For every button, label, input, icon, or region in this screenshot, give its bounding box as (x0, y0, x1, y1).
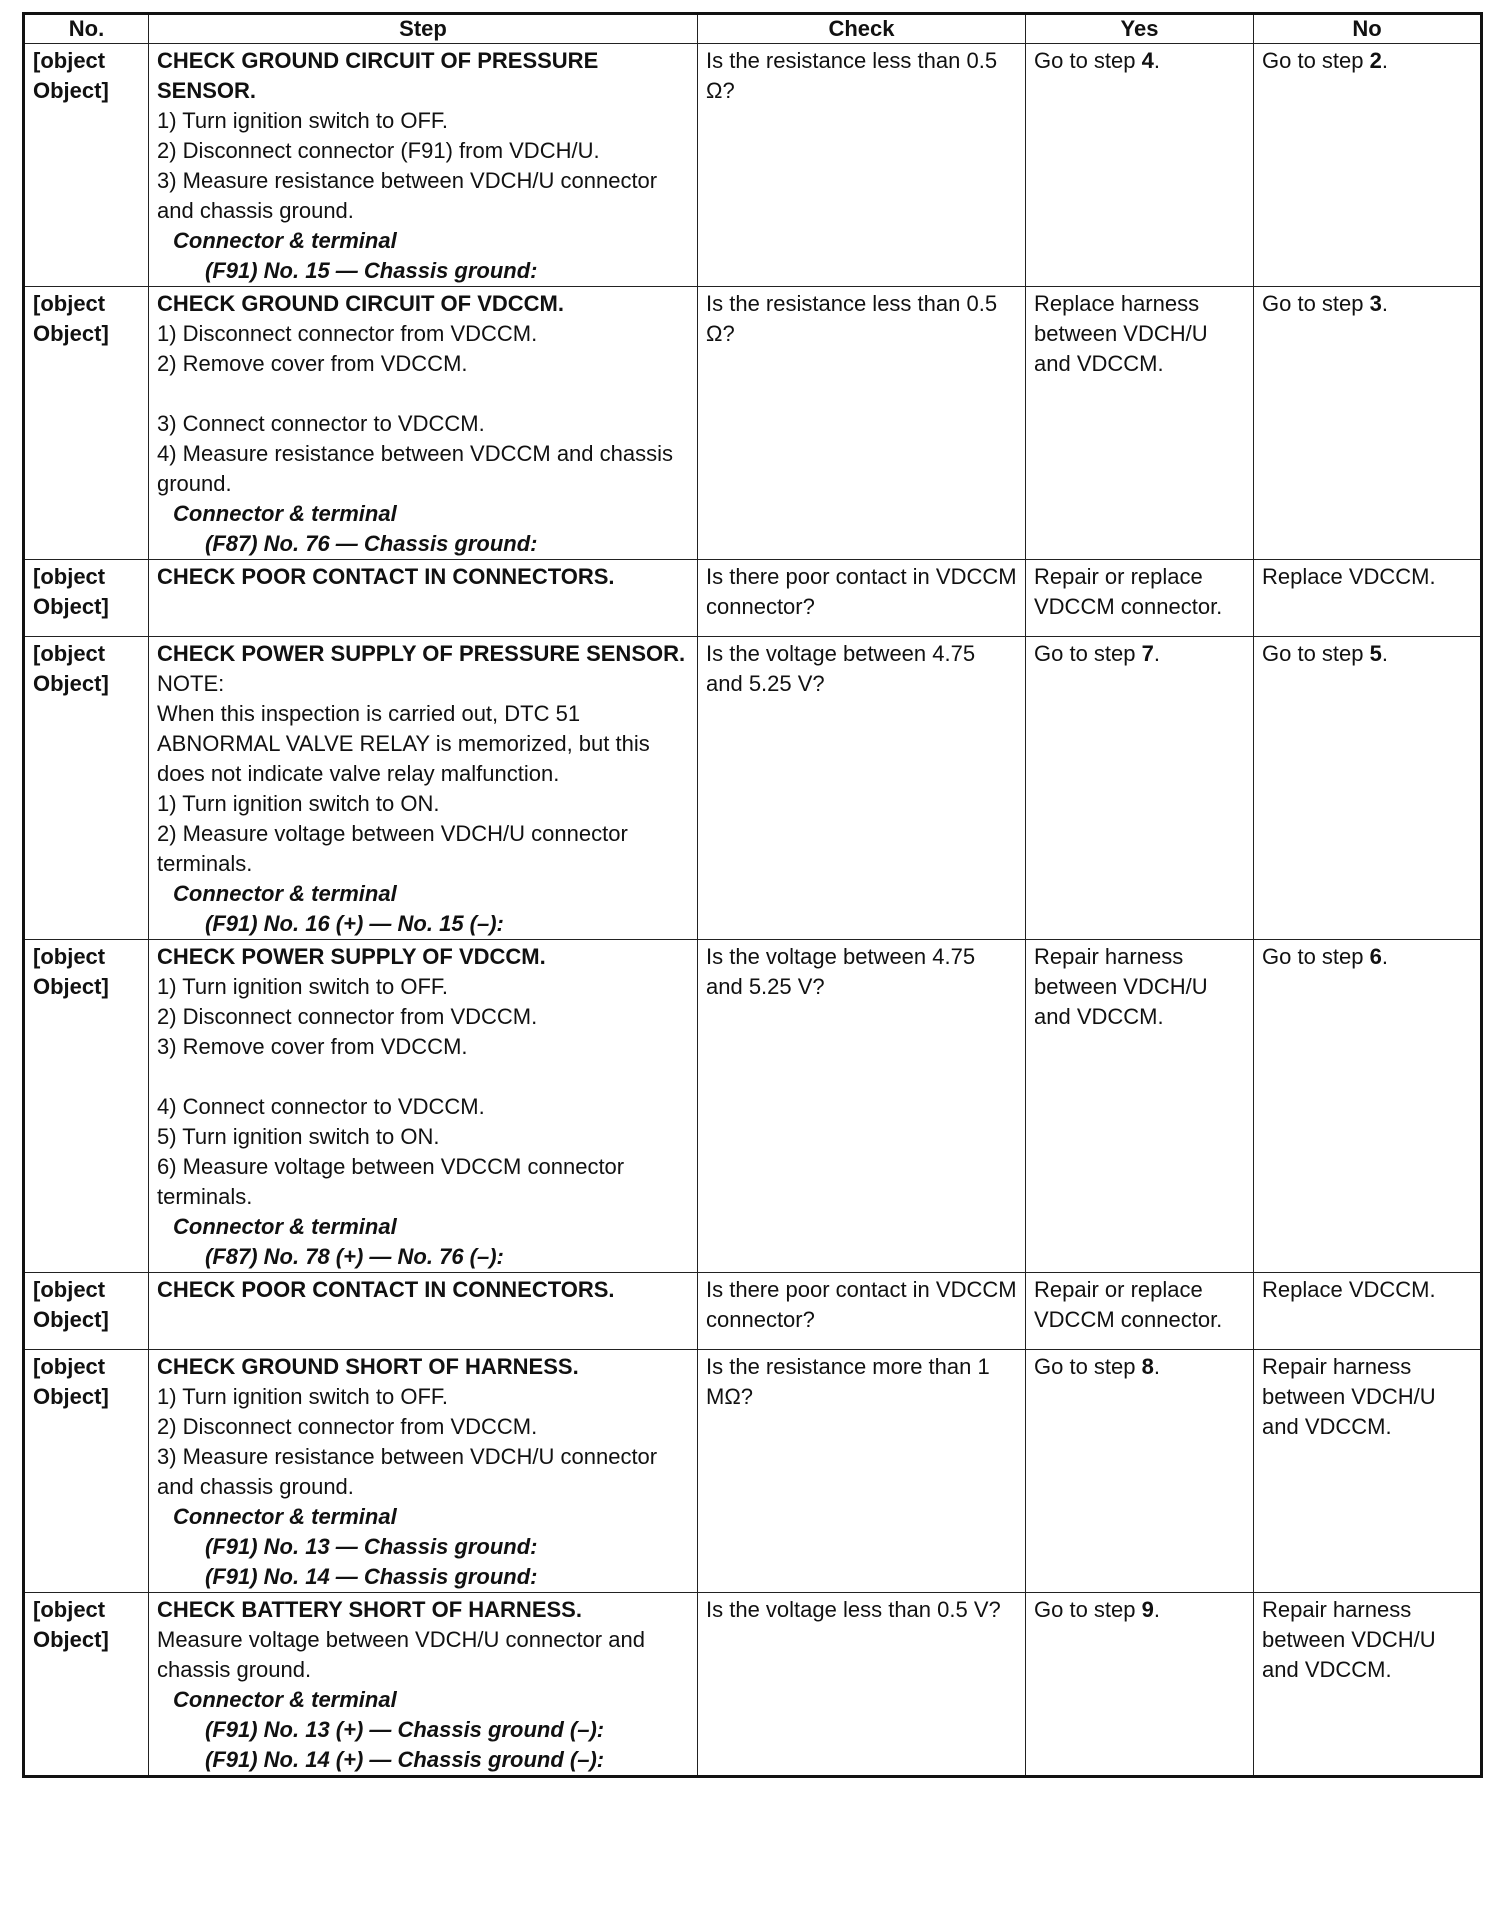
connector-terminal-label: Connector & terminal (173, 1214, 397, 1239)
step-instruction: 1) Disconnect connector from VDCCM. (157, 321, 538, 346)
step-instruction: Measure voltage between VDCH/U connector and chassis ground. (157, 1627, 645, 1682)
yes-text: Repair harness between VDCH/U and VDCCM. (1034, 944, 1208, 1029)
step-cell (149, 1273, 698, 1350)
connector-terminal-label: Connector & terminal (173, 881, 397, 906)
document-page (22, 12, 1480, 1778)
yes-pre: Go to step (1034, 48, 1142, 73)
yes-cell (1026, 637, 1254, 940)
check-cell: Is the resistance less than 0.5 Ω? (698, 44, 1026, 287)
no-cell (1254, 560, 1482, 637)
step-instruction: 2) Remove cover from VDCCM. (157, 351, 468, 376)
no-pre: Go to step (1262, 291, 1370, 316)
yes-cell (1026, 287, 1254, 560)
no-text: Repair harness between VDCH/U and VDCCM. (1262, 1597, 1436, 1682)
check-cell: Is there poor contact in VDCCM connector? (698, 560, 1026, 637)
step-instruction: 6) Measure voltage between VDCCM connector terminals. (157, 1154, 625, 1209)
yes-text: Repair or replace VDCCM connector. (1034, 1277, 1223, 1332)
terminal-spec: (F87) No. 78 (+) — No. 76 (–): (205, 1244, 504, 1269)
step-title: CHECK GROUND CIRCUIT OF VDCCM. (157, 291, 564, 316)
row-number: [object Object] (24, 1593, 149, 1777)
diagnostic-table (22, 12, 1483, 1778)
yes-text: Repair or replace VDCCM connector. (1034, 564, 1223, 619)
yes-cell (1026, 560, 1254, 637)
no-post: . (1381, 48, 1388, 73)
step-cell (149, 287, 698, 560)
table-row (24, 940, 1482, 1273)
no-post: . (1381, 291, 1388, 316)
table-row (24, 1350, 1482, 1593)
step-title: CHECK POOR CONTACT IN CONNECTORS. (157, 564, 615, 589)
row-number: [object Object] (24, 637, 149, 940)
no-step-number: 3 (1369, 291, 1382, 316)
connector-terminal-label: Connector & terminal (173, 1687, 397, 1712)
yes-text: Replace harness between VDCH/U and VDCCM. (1034, 291, 1208, 376)
no-pre: Go to step (1262, 641, 1370, 666)
step-instruction: 1) Turn ignition switch to OFF. (157, 108, 448, 133)
step-instruction: 1) Turn ignition switch to OFF. (157, 974, 448, 999)
terminal-spec: (F91) No. 14 (+) — Chassis ground (–): (205, 1747, 605, 1772)
table-row (24, 637, 1482, 940)
terminal-spec: (F91) No. 16 (+) — No. 15 (–): (205, 911, 504, 936)
terminal-spec: (F91) No. 13 — Chassis ground: (205, 1534, 538, 1559)
step-instruction: 1) Turn ignition switch to ON. (157, 791, 440, 816)
no-step-number: 5 (1369, 641, 1382, 666)
step-title: CHECK POWER SUPPLY OF PRESSURE SENSOR. (157, 641, 686, 666)
header-step: Step (149, 14, 698, 44)
step-title: CHECK GROUND SHORT OF HARNESS. (157, 1354, 579, 1379)
yes-pre: Go to step (1034, 1597, 1142, 1622)
check-cell: Is there poor contact in VDCCM connector? (698, 1273, 1026, 1350)
step-cell (149, 940, 698, 1273)
header-yes: Yes (1026, 14, 1254, 44)
step-title: CHECK BATTERY SHORT OF HARNESS. (157, 1597, 582, 1622)
step-instruction: 3) Remove cover from VDCCM. (157, 1034, 468, 1059)
step-title: CHECK GROUND CIRCUIT OF PRESSURE SENSOR. (157, 48, 599, 103)
table-row (24, 1593, 1482, 1777)
yes-step-number: 4 (1141, 48, 1154, 73)
terminal-spec: (F91) No. 14 — Chassis ground: (205, 1564, 538, 1589)
step-instruction: 3) Connect connector to VDCCM. (157, 411, 485, 436)
step-cell (149, 637, 698, 940)
step-instruction: 5) Turn ignition switch to ON. (157, 1124, 440, 1149)
check-cell: Is the voltage between 4.75 and 5.25 V? (698, 637, 1026, 940)
step-instruction: 4) Connect connector to VDCCM. (157, 1094, 485, 1119)
step-title: CHECK POOR CONTACT IN CONNECTORS. (157, 1277, 615, 1302)
step-instruction: 2) Disconnect connector from VDCCM. (157, 1414, 538, 1439)
yes-pre: Go to step (1034, 641, 1142, 666)
yes-cell (1026, 1273, 1254, 1350)
row-number: [object Object] (24, 1350, 149, 1593)
table-row (24, 44, 1482, 287)
yes-cell (1026, 940, 1254, 1273)
step-gap (157, 379, 689, 409)
no-cell (1254, 1593, 1482, 1777)
check-cell: Is the resistance less than 0.5 Ω? (698, 287, 1026, 560)
yes-post: . (1153, 1597, 1160, 1622)
step-instruction: 3) Measure resistance between VDCH/U connector and chassis ground. (157, 1444, 658, 1499)
no-cell (1254, 44, 1482, 287)
step-cell (149, 1593, 698, 1777)
step-cell (149, 1350, 698, 1593)
table-row (24, 1273, 1482, 1350)
step-instruction: 2) Disconnect connector (F91) from VDCH/U. (157, 138, 600, 163)
step-cell (149, 560, 698, 637)
check-cell: Is the voltage less than 0.5 V? (698, 1593, 1026, 1777)
no-pre: Go to step (1262, 944, 1370, 969)
row-number: [object Object] (24, 560, 149, 637)
step-instruction: NOTE: (157, 671, 225, 696)
row-number: [object Object] (24, 44, 149, 287)
yes-pre: Go to step (1034, 1354, 1142, 1379)
yes-cell (1026, 1593, 1254, 1777)
step-instruction: When this inspection is carried out, DTC 51 ABNORMAL VALVE RELAY is memorized, but this does not indicate valve relay malfunction. (157, 701, 650, 786)
row-number: [object Object] (24, 287, 149, 560)
no-text: Replace VDCCM. (1262, 564, 1436, 589)
table-body (24, 44, 1482, 1777)
yes-step-number: 8 (1141, 1354, 1154, 1379)
terminal-spec: (F87) No. 76 — Chassis ground: (205, 531, 538, 556)
connector-terminal-label: Connector & terminal (173, 501, 397, 526)
step-instruction: 1) Turn ignition switch to OFF. (157, 1384, 448, 1409)
step-instruction: 2) Disconnect connector from VDCCM. (157, 1004, 538, 1029)
no-pre: Go to step (1262, 48, 1370, 73)
step-instruction: 3) Measure resistance between VDCH/U connector and chassis ground. (157, 168, 658, 223)
no-text: Replace VDCCM. (1262, 1277, 1436, 1302)
check-cell: Is the voltage between 4.75 and 5.25 V? (698, 940, 1026, 1273)
table-row (24, 287, 1482, 560)
step-instruction: 4) Measure resistance between VDCCM and chassis ground. (157, 441, 674, 496)
no-cell (1254, 1273, 1482, 1350)
step-title: CHECK POWER SUPPLY OF VDCCM. (157, 944, 546, 969)
yes-step-number: 7 (1141, 641, 1154, 666)
check-cell: Is the resistance more than 1 MΩ? (698, 1350, 1026, 1593)
yes-post: . (1153, 641, 1160, 666)
row-number: [object Object] (24, 940, 149, 1273)
no-cell (1254, 1350, 1482, 1593)
no-cell (1254, 287, 1482, 560)
no-post: . (1381, 944, 1388, 969)
connector-terminal-label: Connector & terminal (173, 228, 397, 253)
terminal-spec: (F91) No. 13 (+) — Chassis ground (–): (205, 1717, 605, 1742)
yes-cell (1026, 1350, 1254, 1593)
no-step-number: 6 (1369, 944, 1382, 969)
table-row (24, 560, 1482, 637)
yes-post: . (1153, 1354, 1160, 1379)
header-check: Check (698, 14, 1026, 44)
no-step-number: 2 (1369, 48, 1382, 73)
terminal-spec: (F91) No. 15 — Chassis ground: (205, 258, 538, 283)
step-instruction: 2) Measure voltage between VDCH/U connector terminals. (157, 821, 628, 876)
header-row (24, 14, 1482, 44)
row-number: [object Object] (24, 1273, 149, 1350)
header-no-result: No (1254, 14, 1482, 44)
no-text: Repair harness between VDCH/U and VDCCM. (1262, 1354, 1436, 1439)
yes-post: . (1153, 48, 1160, 73)
no-post: . (1381, 641, 1388, 666)
yes-cell (1026, 44, 1254, 287)
step-cell (149, 44, 698, 287)
step-gap (157, 1062, 689, 1092)
connector-terminal-label: Connector & terminal (173, 1504, 397, 1529)
header-no: No. (24, 14, 149, 44)
yes-step-number: 9 (1141, 1597, 1154, 1622)
no-cell (1254, 940, 1482, 1273)
no-cell (1254, 637, 1482, 940)
